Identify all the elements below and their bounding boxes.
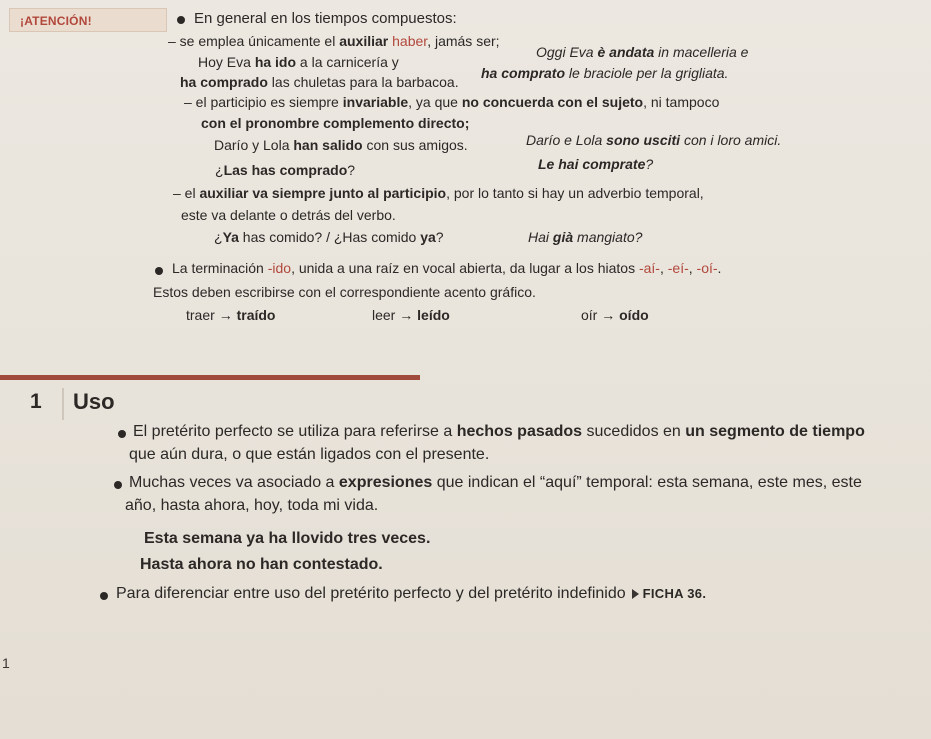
hiatos-rule: La terminación -ido, unida a una raíz en vocal abierta, da lugar a los hiatos -aí-, -eí-, -oí-. (172, 260, 722, 276)
hiato-example: oír → oído (581, 307, 649, 323)
section-divider (0, 375, 420, 380)
bullet-icon (114, 481, 122, 489)
rule-adverbio-line2: este va delante o detrás del verbo. (181, 207, 396, 223)
section-number: 1 (30, 390, 42, 413)
ficha-reference[interactable]: FICHA 36. (642, 586, 707, 601)
example-it: Oggi Eva è andata in macelleria e (536, 44, 749, 60)
bullet-icon (155, 267, 163, 275)
example-it: ha comprato le braciole per la grigliata. (481, 65, 729, 81)
uso-paragraph-3: Para diferenciar entre uso del pretérito perfecto y del pretérito indefinido FICHA 36. (116, 585, 707, 602)
hiato-example: traer → traído (186, 307, 276, 323)
uso-example: Hasta ahora no han contestado. (140, 556, 383, 573)
atencion-box (9, 8, 167, 32)
uso-paragraph-2-line2: año, hasta ahora, hoy, toda mi vida. (125, 497, 379, 514)
hiato-example: leer → leído (372, 307, 450, 323)
section-number-divider (62, 388, 64, 420)
example-it: Hai già mangiato? (528, 229, 643, 245)
reference-arrow-icon (632, 589, 639, 599)
uso-paragraph-1-line2: que aún dura, o que están ligados con el presente. (129, 446, 490, 463)
example-es: ¿Las has comprado? (215, 162, 356, 178)
example-es: Hoy Eva ha ido a la carnicería y (198, 54, 399, 70)
rule-auxiliar: – se emplea únicamente el auxiliar haber, jamás ser; (168, 33, 500, 49)
bullet-icon (177, 16, 185, 24)
intro-text: En general en los tiempos compuestos: (194, 10, 457, 27)
bullet-icon (118, 430, 126, 438)
rule-adverbio: – el auxiliar va siempre junto al participio, por lo tanto si hay un adverbio temporal, (173, 185, 704, 201)
atencion-label: ¡ATENCIÓN! (20, 14, 92, 28)
example-es: ¿Ya has comido? / ¿Has comido ya? (214, 229, 444, 245)
uso-paragraph-2: Muchas veces va asociado a expresiones que indican el “aquí” temporal: esta semana, este mes, este (129, 474, 862, 491)
uso-example: Esta semana ya ha llovido tres veces. (144, 530, 431, 547)
rule-participio-line2: con el pronombre complemento directo; (201, 115, 470, 131)
rule-participio: – el participio es siempre invariable, ya que no concuerda con el sujeto, ni tampoco (184, 94, 720, 110)
example-it: Le hai comprate? (538, 156, 654, 172)
example-es: Darío y Lola han salido con sus amigos. (214, 137, 468, 153)
hiatos-rule-line2: Estos deben escribirse con el correspondiente acento gráfico. (153, 284, 536, 300)
section-title: Uso (73, 389, 115, 414)
example-es: ha comprado las chuletas para la barbacoa. (180, 74, 459, 90)
corner-mark: 1 (2, 655, 10, 671)
example-it: Darío e Lola sono usciti con i loro amici. (526, 132, 782, 148)
uso-paragraph-1: El pretérito perfecto se utiliza para referirse a hechos pasados sucedidos en un segmento de tiempo (133, 423, 865, 440)
bullet-icon (100, 592, 108, 600)
